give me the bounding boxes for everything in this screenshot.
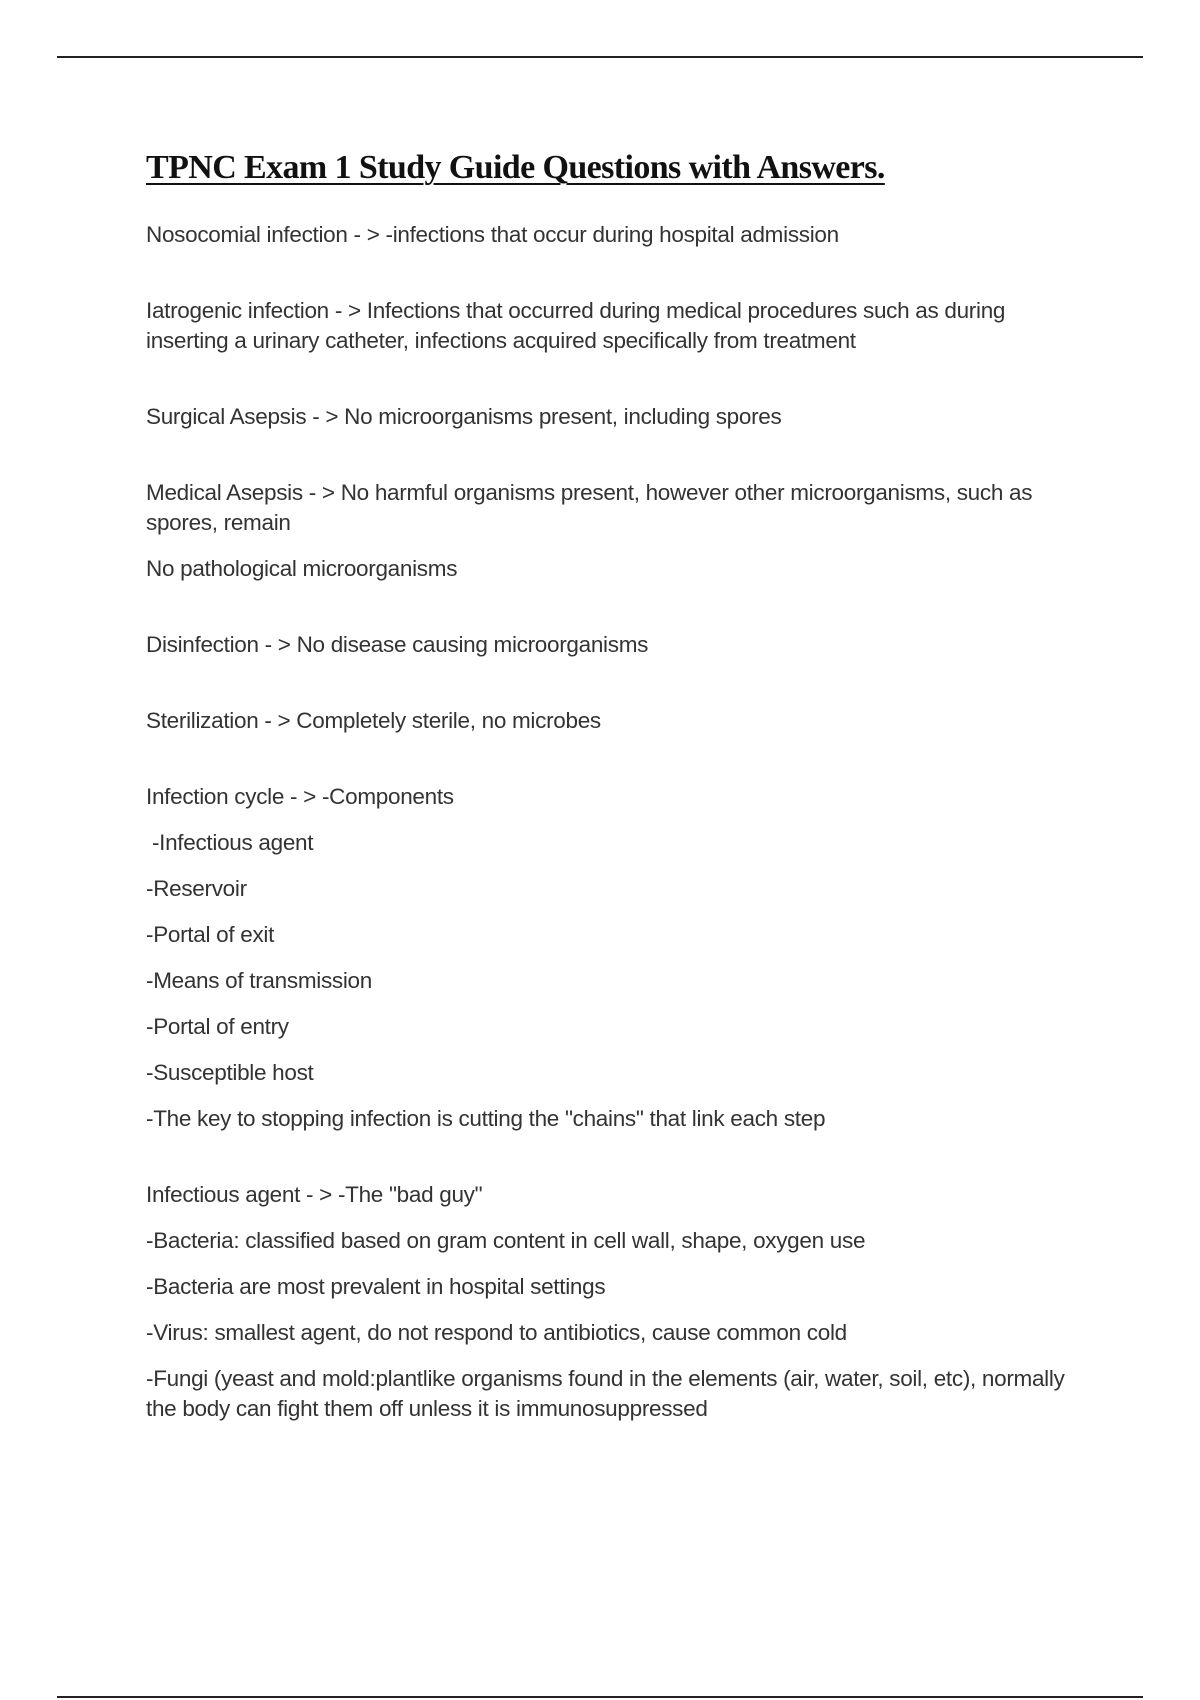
- qa-term: Disinfection: [146, 632, 259, 657]
- qa-answer-line: -Portal of entry: [146, 1014, 289, 1039]
- qa-term: Sterilization: [146, 708, 259, 733]
- qa-answer-line: -Susceptible host: [146, 1060, 314, 1085]
- qa-separator: - >: [328, 298, 367, 323]
- qa-term: Infectious agent: [146, 1182, 301, 1207]
- qa-answer: -Components: [321, 784, 454, 809]
- qa-term: Iatrogenic infection: [146, 298, 329, 323]
- qa-answer: -The "bad guy": [337, 1182, 483, 1207]
- qa-entry: [146, 402, 1086, 432]
- qa-answer: No disease causing microorganisms: [296, 632, 649, 657]
- qa-entry: [146, 630, 1086, 660]
- qa-entry: [146, 478, 1086, 584]
- qa-line: [146, 706, 1086, 736]
- qa-line: [146, 478, 1086, 538]
- qa-entry: [146, 1180, 1086, 1424]
- qa-answer: No microorganisms present, including spores: [344, 404, 782, 429]
- qa-separator: - >: [306, 404, 345, 429]
- document-title: TPNC Exam 1 Study Guide Questions with Answers.: [146, 149, 885, 186]
- qa-separator: - >: [300, 1182, 338, 1207]
- qa-answer: Completely sterile, no microbes: [296, 708, 601, 733]
- bottom-rule: [57, 1696, 1143, 1698]
- qa-answer-line: No pathological microorganisms: [146, 556, 458, 581]
- qa-answer: Infections that occurred during medical procedures such as during inserting a urinary catheter, infections acquired specifically from treatment: [146, 298, 1006, 353]
- qa-term: Nosocomial infection: [146, 222, 348, 247]
- qa-answer-line: -Reservoir: [146, 876, 247, 901]
- document-body: [146, 144, 1086, 1470]
- qa-term: Surgical Asepsis: [146, 404, 307, 429]
- qa-answer-line: -Bacteria: classified based on gram content in cell wall, shape, oxygen use: [146, 1228, 866, 1253]
- qa-separator: - >: [284, 784, 322, 809]
- qa-answer: -infections that occur during hospital admission: [385, 222, 839, 247]
- qa-line: [146, 782, 1086, 812]
- qa-term: Infection cycle: [146, 784, 285, 809]
- qa-answer-line: -Fungi (yeast and mold:plantlike organisms found in the elements (air, water, soil, etc), normally the body can fight them off unless it is immunosuppressed: [146, 1366, 1065, 1421]
- qa-entry: [146, 706, 1086, 736]
- qa-answer-line: -The key to stopping infection is cutting the "chains" that link each step: [146, 1106, 826, 1131]
- qa-answer-line: -Bacteria are most prevalent in hospital settings: [146, 1274, 606, 1299]
- qa-term: Medical Asepsis: [146, 480, 303, 505]
- qa-entry: [146, 782, 1086, 1134]
- qa-answer-line: -Infectious agent: [146, 830, 314, 855]
- qa-line: [146, 1180, 1086, 1210]
- qa-entry: [146, 296, 1086, 356]
- qa-line: [146, 296, 1086, 356]
- qa-separator: - >: [258, 632, 297, 657]
- qa-separator: - >: [347, 222, 386, 247]
- qa-entry: [146, 220, 1086, 250]
- qa-separator: - >: [302, 480, 341, 505]
- qa-separator: - >: [258, 708, 297, 733]
- qa-line: [146, 630, 1086, 660]
- qa-answer-line: -Portal of exit: [146, 922, 275, 947]
- qa-line: [146, 220, 1086, 250]
- qa-answer-line: -Virus: smallest agent, do not respond to antibiotics, cause common cold: [146, 1320, 847, 1345]
- qa-answer: No harmful organisms present, however other microorganisms, such as spores, remain: [146, 480, 1033, 535]
- top-rule: [57, 56, 1143, 58]
- qa-line: [146, 402, 1086, 432]
- qa-answer-line: -Means of transmission: [146, 968, 372, 993]
